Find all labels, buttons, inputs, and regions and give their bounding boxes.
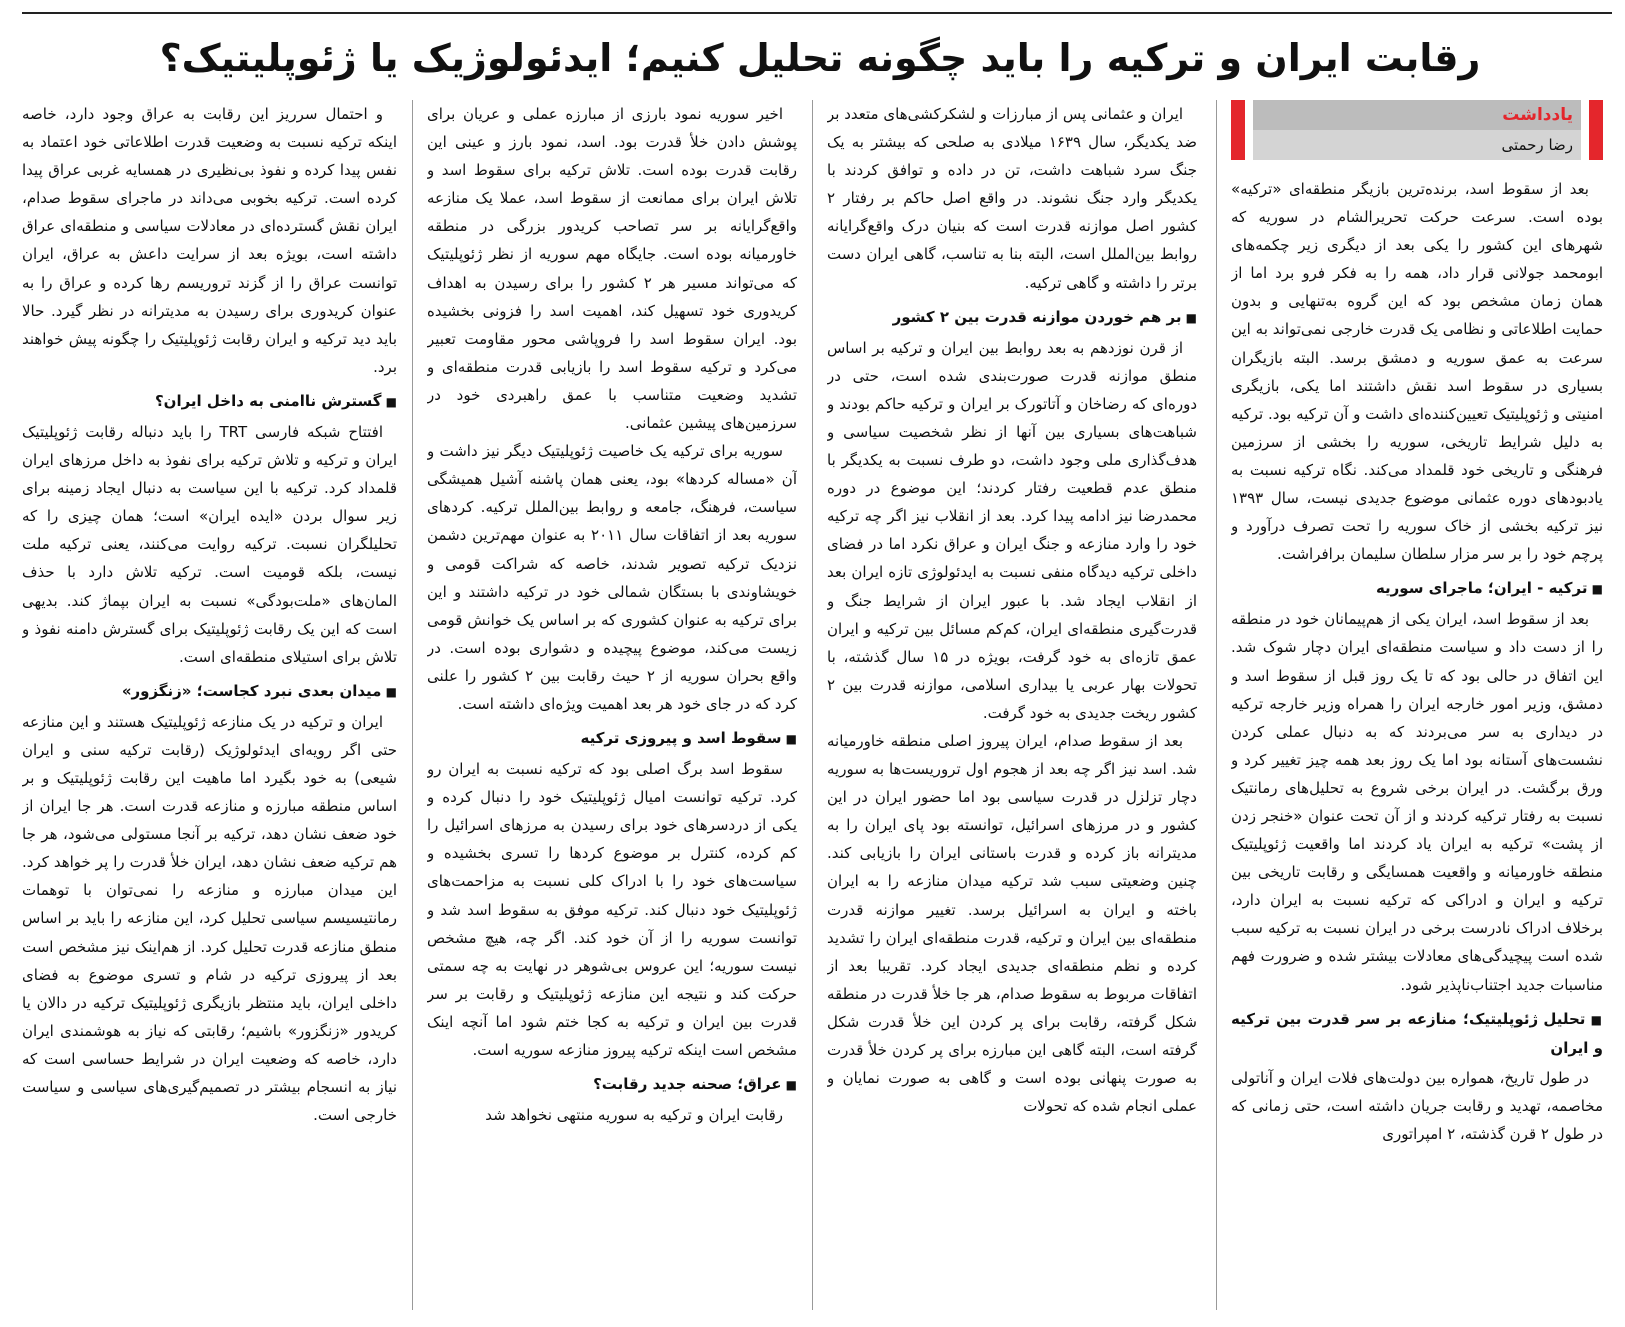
top-rule bbox=[22, 12, 1612, 14]
headline: رقابت ایران و ترکیه را باید چگونه تحلیل کنیم؛ ایدئولوژیک یا ژئوپلیتیک؟ bbox=[159, 36, 1481, 80]
column-divider bbox=[812, 100, 813, 1310]
subheading: ■ سقوط اسد و پیروزی ترکیه bbox=[427, 724, 797, 753]
subheading: ■ میدان بعدی نبرد کجاست؛ «زنگزور» bbox=[22, 677, 397, 706]
column-label-box bbox=[1231, 100, 1603, 160]
paragraph: ایران و ترکیه در یک منازعه ژئوپلیتیک هستند و این منازعه حتی اگر رویه‌ای ایدئولوژیک (رقابت ترکیه سنی و ایران شیعی) به خود بگیرد اما ماهیت این رقابت ژئوپلیتیک و بر اساس منطقه مبارزه و منازعه قدرت است. هر جا ایران از خود ضعف نشان دهد، ترکیه بر آنجا مستولی می‌شود، هر جا هم ترکیه ضعف نشان دهد، ایران خلأ قدرت را پر خواهد کرد. این میدان مبارزه و منازعه را نمی‌توان با توهمات رمانتیسیسم سیاسی تحلیل کرد، این منازعه را باید بر اساس منطق منازعه قدرت تحلیل کرد. از هم‌اینک نیز مشخص است بعد از پیروزی ترکیه در شام و تسری موضوع به فضای داخلی ایران، باید منتظر بازیگری ژئوپلیتیک ترکیه در دالان یا کریدور «زنگزور» باشیم؛ رقابتی که نیاز به هوشمندی ایران دارد، خاصه که وضعیت ایران در شرایط حساسی است که نیاز به انسجام بیشتر در تصمیم‌گیری‌های سیاسی و سیاست خارجی است. bbox=[22, 712, 397, 1125]
article-column-3 bbox=[427, 100, 797, 1315]
subheading: ■ بر هم خوردن موازنه قدرت بین ۲ کشور bbox=[827, 303, 1197, 332]
column-divider bbox=[412, 100, 413, 1310]
subheading: ■ گسترش ناامنی به داخل ایران؟ bbox=[22, 387, 397, 416]
paragraph: بعد از سقوط اسد، برنده‌ترین بازیگر منطقه‌ای «ترکیه» بوده است. سرعت حرکت تحریرالشام در سوریه که شهرهای این کشور را یکی بعد از دیگری زیر چکمه‌های ابومحمد جولانی قرار داد، همه را به فکر فرو برد اما از همان زمان مشخص بود که این گروه به‌تنهایی و بدون حمایت اطلاعاتی و نظامی یک قدرت خارجی نمی‌تواند به این سرعت به عمق سوریه و دمشق برسد. البته بازیگران بسیاری در سقوط اسد نقش داشتند اما یکی، بازیگری امنیتی و ژئوپلیتیک تعیین‌کننده‌ای داشت و آن ترکیه بود. ترکیه به دلیل شرایط تاریخی، سوریه را بخشی از سرزمین فرهنگی و تاریخی خود قلمداد می‌کند. نگاه ترکیه نسبت به یادبودهای دوره عثمانی موضوع جدیدی نیست، سال ۱۳۹۳ نیز ترکیه بخشی از خاک سوریه را تحت تصرف درآورد و پرچم خود را بر سر مزار سلطان سلیمان برافراشت. bbox=[1231, 180, 1603, 564]
column-label: یادداشت bbox=[1253, 100, 1581, 130]
paragraph: بعد از سقوط صدام، ایران پیروز اصلی منطقه خاورمیانه شد. اسد نیز اگر چه بعد از هجوم اول تروریست‌ها به سوریه دچار تزلزل در قدرت سیاسی بود اما حضور ایران در این کشور و در مرزهای اسرائیل، توانسته بود پای ایران را به مدیترانه باز کرده و قدرت باستانی ایران را بازیابی کند. چنین وضعیتی سبب شد ترکیه میدان منازعه را به ایران باخته و ایران به اسرائیل برسد. تغییر موازنه قدرت منطقه‌ای بین ایران و ترکیه، قدرت منطقه‌ای ایران را تشدید کرده و نظم منطقه‌ای جدیدی ایجاد کرد. تقریبا بعد از اتفاقات مربوط به سقوط صدام، هر جا خلأ قدرت در منطقه شکل گرفته، رقابت برای پر کردن این خلأ قدرت شکل گرفته است، البته گاهی این مبارزه برای پر کردن خلأ قدرت به صورت پنهانی بوده است و گاهی به صورت نمایان و عملی انجام شده که تحولات bbox=[827, 731, 1197, 1116]
paragraph: افتتاح شبکه فارسی TRT را باید دنباله رقابت ژئوپلیتیک ایران و ترکیه و تلاش ترکیه برای نفوذ به داخل مرزهای ایران قلمداد کرد. ترکیه با این سیاست به دنبال ایجاد زمینه برای زیر سوال بردن «ایده ایران» است؛ همان چیزی را که تحلیلگران نسبت. ترکیه روایت می‌کنند، یعنی ترکیه ملت نیست، بلکه قومیت است. ترکیه تلاش دارد با حذف المان‌های «ملت‌بودگی» نسبت به ایران بپماژ کند. بدیهی است که این یک رقابت ژئوپلیتیک برای گسترش دامنه نفوذ و تلاش برای استیلای منطقه‌ای است. bbox=[22, 422, 397, 666]
column-divider bbox=[1216, 100, 1217, 1310]
paragraph: از قرن نوزدهم به بعد روابط بین ایران و ترکیه بر اساس منطق موازنه قدرت صورت‌بندی شده است، حتی در دوره‌ای که رضاخان و آتاتورک بر ایران و ترکیه حاکم بودند و شباهت‌های بسیاری بین آنها از نظر شخصیت سیاسی و هدف‌گذاری ملی وجود داشت، دو طرف نسبت به یکدیگر با منطق عدم قطعیت رفتار کردند؛ این موضوع در دوره محمدرضا نیز ادامه پیدا کرد. بعد از انقلاب نیز اگر چه ترکیه خود را وارد منازعه و جنگ ایران و عراق نکرد اما در فضای داخلی ترکیه دیدگاه منفی نسبت به ایدئولوژی تازه ایران بعد از انقلاب ایجاد شد. با عبور ایران از شرایط جنگ و قدرت‌گیری منطقه‌ای ایران، کم‌کم مسائل بین ترکیه و ایران عمق تازه‌ای به خود گرفت، بویژه در ۱۵ سال گذشته، با تحولات بهار عربی یا بیداری اسلامی، موازنه قدرت بین ۲ کشور ریخت جدیدی به خود گرفت. bbox=[827, 338, 1197, 722]
author-name: رضا رحمتی bbox=[1253, 130, 1581, 160]
paragraph: و احتمال سرریز این رقابت به عراق وجود دارد، خاصه اینکه ترکیه نسبت به وضعیت قدرت اطلاعاتی خود اعتماد به نفس پیدا کرده و نفوذ بی‌نظیری در همسایه غربی عراق پیدا کرده است. ترکیه بخوبی می‌داند در ماجرای سقوط صدام، ایران نقش گسترده‌ای در معادلات سیاسی و منطقه‌ای عراق داشته است، بویژه بعد از سرایت داعش به عراق، ایران توانست عراق را از گزند تروریسم رها کرده و عراق را به عنوان کریدوری برای رسیدن به مدیترانه در نظر گیرد. حالا باید دید ترکیه و ایران رقابت ژئوپلیتیک را چگونه پیش خواهند برد. bbox=[22, 105, 397, 376]
paragraph: سقوط اسد برگ اصلی بود که ترکیه نسبت به ایران رو کرد. ترکیه توانست امیال ژئوپلیتیک خود را دنبال کرده و یکی از دردسرهای خود برای رسیدن به مرزهای اسرائیل را کم کرده، کنترل بر موضوع کردها را تسری بخشیده و سیاست‌های خود را با ادراک کلی نسبت به مزاحمت‌های ژئوپلیتیک خود دنبال کند. ترکیه موفق به سقوط اسد شد و توانست سوریه را از آن خود کند. اگر چه، هیچ مشخص نیست سوریه؛ این عروس بی‌شوهر در نهایت به چه سمتی حرکت کند و نتیجه این منازعه ژئوپلیتیک و رقابت بر سر قدرت بین ایران و ترکیه به کجا ختم شود اما آنچه اینک مشخص است اینکه ترکیه پیروز منازعه سوریه است. bbox=[427, 760, 797, 1059]
article-column-4 bbox=[22, 100, 397, 1315]
label-accent-bar bbox=[1589, 100, 1603, 160]
paragraph: ایران و عثمانی پس از مبارزات و لشکرکشی‌های متعدد بر ضد یکدیگر، سال ۱۶۳۹ میلادی به صلحی که بیشتر به یک جنگ سرد شباهت داشت، تن در داده و توافق کردند با یکدیگر وارد جنگ نشوند. در واقع اصل حاکم بر رفتار ۲ کشور اصل موازنه قدرت است که بنیان درک واقع‌گرایانه روابط بین‌الملل است، البته بنا به تناسب، گاهی ایران دست برتر را داشته و گاهی ترکیه. bbox=[827, 105, 1197, 292]
label-accent-bar bbox=[1231, 100, 1245, 160]
subheading: ■ ترکیه - ایران؛ ماجرای سوریه bbox=[1231, 574, 1603, 603]
article-column-2 bbox=[827, 100, 1197, 1315]
subheading: ■ تحلیل ژئوپلیتیک؛ منازعه بر سر قدرت بین ترکیه و ایران bbox=[1231, 1005, 1603, 1062]
paragraph: بعد از سقوط اسد، ایران یکی از هم‌پیمانان خود در منطقه را از دست داد و سیاست منطقه‌ای ایران دچار شوک شد. این اتفاق در حالی بود که تا یک روز قبل از سقوط اسد و دمشق، وزیر امور خارجه ایران را همراه وزیر خارجه ترکیه در دیداری به سر می‌بردند که به دنبال عملی کردن نشست‌های آستانه بود اما یک روز بعد همه چیز تغییر کرد و ورق برگشت. در ایران برخی شروع به تحلیل‌های رمانتیک نسبت به رفتار ترکیه کردند و از آن تحت عنوان «خنجر زدن از پشت» ترکیه به ایران یاد کردند اما واقعیت ژئوپلیتیک منطقه خاورمیانه و واقعیت همسایگی و رقابت تاریخی بین ترکیه و ایران و ادراکی که ترکیه نسبت به ایران دارد، برخلاف ادراک نادرست برخی در ایران نسبت به ترکیه سبب شده است پیچیدگی‌های معادلات بیشتر شده و ضرورت فهم مناسبات جدید اجتناب‌ناپذیر شود. bbox=[1231, 610, 1603, 994]
paragraph: اخیر سوریه نمود بارزی از مبارزه عملی و عریان برای پوشش دادن خلأ قدرت بود. اسد، نمود بارز و عینی این رقابت قدرت بوده است. تلاش ترکیه برای سقوط اسد و تلاش ایران برای ممانعت از سقوط اسد، عملا یک منازعه واقع‌گرایانه بر سر تصاحب کریدور بزرگی در منطقه خاورمیانه بوده است. جایگاه مهم سوریه از نظر ژئوپلیتیک که می‌تواند مسیر هر ۲ کشور را برای رسیدن به اهداف کریدوری خود تسهیل کند، اهمیت اسد را فزونی بخشیده بود. ایران سقوط اسد را فروپاشی محور مقاومت تعبیر می‌کرد و ترکیه سقوط اسد را بازیابی قدرت منطقه‌ای و تشدید وضعیت متناسب با عمق راهبردی خود در سرزمین‌های پیشین عثمانی. bbox=[427, 105, 797, 433]
paragraph: در طول تاریخ، همواره بین دولت‌های فلات ایران و آناتولی مخاصمه، تهدید و رقابت جریان داشته است، حتی زمانی که در طول ۲ قرن گذشته، ۲ امپراتوری bbox=[1231, 1068, 1603, 1143]
paragraph: رقابت ایران و ترکیه به سوریه منتهی نخواهد شد bbox=[485, 1106, 783, 1125]
article-column-1 bbox=[1231, 175, 1603, 1315]
paragraph: سوریه برای ترکیه یک خاصیت ژئوپلیتیک دیگر نیز داشت و آن «مساله کردها» بود، یعنی همان پاشنه آشیل همیشگی سیاست، فرهنگ، جامعه و روابط بین‌الملل ترکیه. کردهای سوریه بعد از اتفاقات سال ۲۰۱۱ به عنوان مهم‌ترین دشمن نزدیک ترکیه تصویر شدند، خاصه که شراکت قومی و خویشاوندی با بستگان شمالی خود در ترکیه داشتند و این برای ترکیه به عنوان کشوری که بر اساس یک خوانش قومی زیست می‌کند، موضوع پیچیده و دشواری بوده است. در واقع بحران سوریه از ۲ حیث رقابت بین ۲ کشور را علنی کرد که در جای خود هر بعد اهمیت ویژه‌ای داشته است. bbox=[427, 442, 797, 713]
subheading: ■ عراق؛ صحنه جدید رقابت؟ bbox=[427, 1070, 797, 1099]
